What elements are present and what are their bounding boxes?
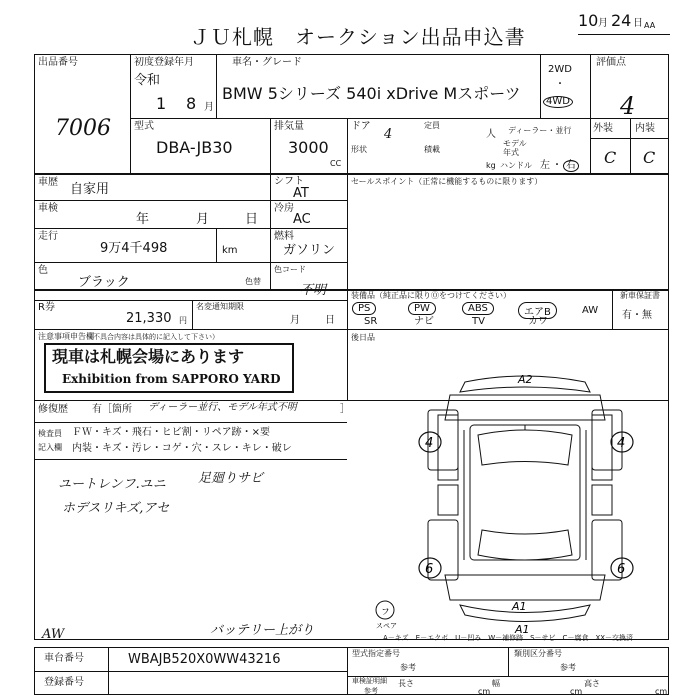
recycle-value: 21,330 [126,311,172,326]
grade-value: 4 [620,92,636,120]
lot-number: 7006 [55,116,111,141]
handnote-1: ユートレンフ.ユニ [58,477,166,492]
tire-fl-mark: 4 [425,436,434,451]
displacement: 3000 [288,138,329,157]
damage-legend: A－キズ E－エクボ U－凹み W－補修跡 S－サビ C－腐食 XX－交換済 [383,634,634,642]
shift-value: AT [293,186,309,201]
color-code-value: 不明 [300,283,327,298]
handnote-2: ホデスリキズ,アセ [62,501,170,516]
interior-grade: C [643,148,656,167]
color-value: ブラック [78,275,130,290]
repair-value: ディーラー並行、モデル年式不明 [148,402,297,413]
details-section [34,174,669,290]
handnote-3: 足廻りサビ [198,471,264,486]
exterior-grade: C [604,148,617,167]
lot-label: 出品番号 [38,57,78,68]
tire-rl-mark: 6 [425,562,434,577]
equip-abs: ABS [462,302,494,315]
tire-fr-mark: 4 [617,436,626,451]
stamp-line-2: Exhibition from SAPPORO YARD [62,372,281,386]
inspection-marks-2: 内装・キズ・汚レ・コゲ・穴・スレ・キレ・破レ [72,443,292,454]
car-name: BMW 5シリーズ 540i xDrive Mスポーツ [222,84,521,103]
aircon-value: AC [293,212,311,227]
equip-pw: PW [408,302,436,315]
fuel-value: ガソリン [283,243,336,258]
usage-value: 自家用 [70,182,110,197]
registration-month: 8 [186,94,197,113]
form-title: ＪＵ札幌 オークション出品申込書 [190,25,526,49]
svg-text:スペア: スペア [376,622,397,630]
equip-airbag: エアB [518,302,557,319]
date-month: 10 [578,11,599,30]
registration-year: 1 [156,94,167,113]
door-count: 4 [384,127,393,142]
handnote-4: AW [42,627,65,642]
inspection-marks-1: ＦＷ・キズ・飛石・ヒビ割・リペア跡・×要 [72,427,270,438]
svg-text:ㇷ: ㇷ [380,604,391,617]
model-type: DBA-JB30 [156,138,233,157]
chassis-number: WBAJB520X0WW43216 [128,652,281,667]
mark-a1-2: A1 [515,623,530,636]
handnote-5: バッテリー上がり [210,623,315,638]
car-damage-diagram [376,370,650,636]
stamp-line-1: 現車は札幌会場にあります [52,347,245,366]
equip-ps: PS [352,302,376,315]
date-day: 24 [611,11,632,30]
new-warranty-value: 有・無 [622,310,652,321]
tire-rr-mark: 6 [617,562,626,577]
drive-4wd: 4WD [543,96,573,108]
handle-right: 右 [563,160,579,172]
mark-a2: A2 [518,373,533,386]
mileage-value: 9万4千498 [100,241,168,256]
mark-a1-1: A1 [512,600,527,613]
